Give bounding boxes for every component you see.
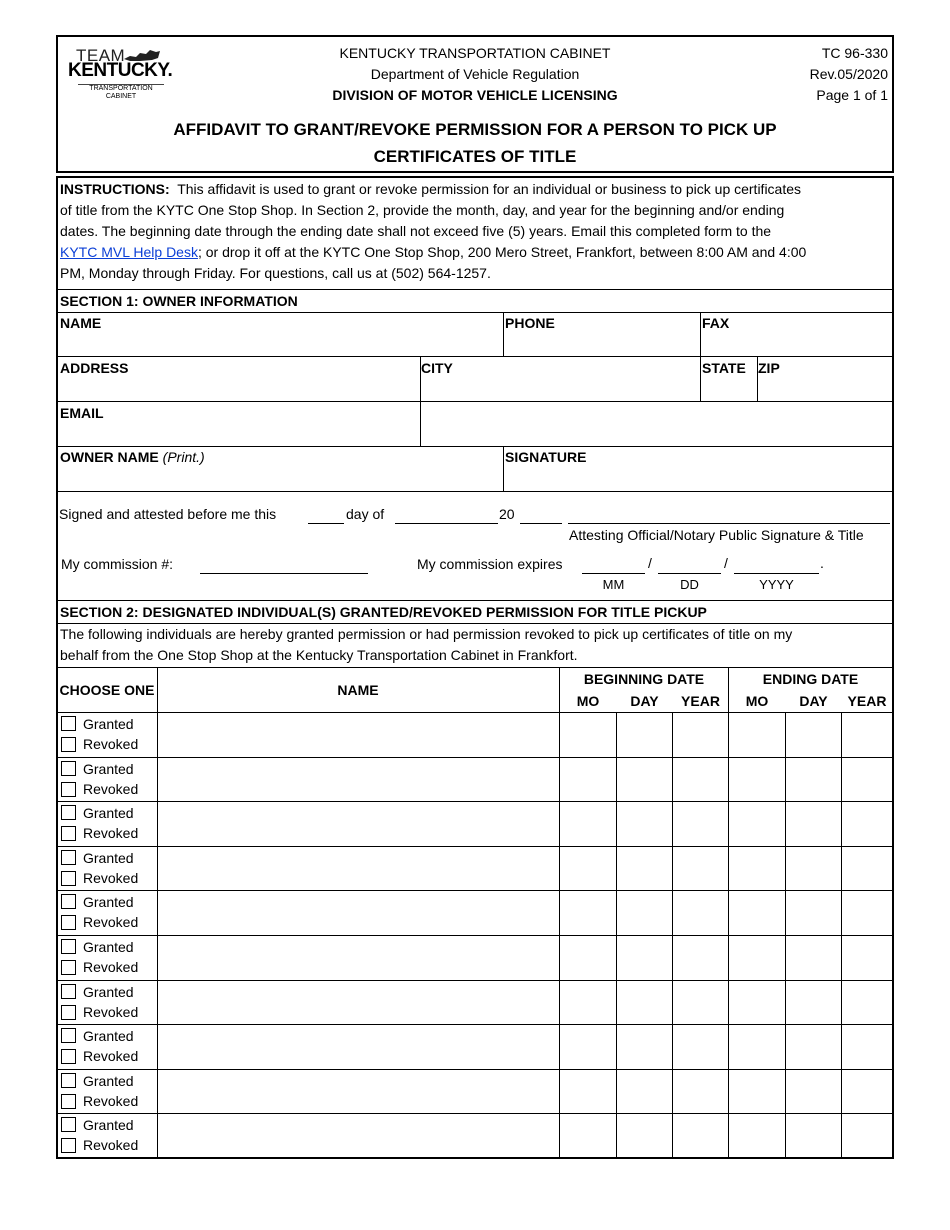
- begin-year-field[interactable]: [673, 1070, 728, 1113]
- city-label: CITY: [421, 360, 453, 376]
- granted-label: Granted: [83, 761, 134, 777]
- begin-mo-field[interactable]: [560, 847, 616, 890]
- begin-day-field[interactable]: [617, 936, 672, 979]
- commission-number-field[interactable]: [200, 573, 368, 574]
- team-kentucky-logo: [66, 44, 176, 104]
- begin-year-field[interactable]: [673, 758, 728, 801]
- begin-mo-field[interactable]: [560, 1114, 616, 1157]
- granted-checkbox[interactable]: [61, 716, 76, 731]
- commission-number-label: My commission #:: [61, 556, 174, 572]
- section1-title: SECTION 1: OWNER INFORMATION: [60, 293, 298, 309]
- begin-year-field[interactable]: [673, 713, 728, 756]
- end-year-field[interactable]: [842, 713, 892, 756]
- end-day-field[interactable]: [786, 936, 841, 979]
- designated-name-field[interactable]: [158, 802, 558, 845]
- col-header-end-year: YEAR: [847, 693, 887, 709]
- instructions-line3: dates. The beginning date through the ending date shall not exceed five (5) years. Email this completed form to the: [60, 223, 772, 239]
- form-revision: Rev.05/2020: [809, 66, 888, 82]
- granted-checkbox[interactable]: [61, 1073, 76, 1088]
- revoked-checkbox[interactable]: [61, 1005, 76, 1020]
- signature-field[interactable]: [504, 447, 892, 490]
- begin-mo-field[interactable]: [560, 936, 616, 979]
- state-label: STATE: [702, 360, 746, 376]
- granted-checkbox[interactable]: [61, 984, 76, 999]
- col-header-begin-year: YEAR: [681, 693, 720, 709]
- attesting-official-signature-line[interactable]: [568, 523, 890, 524]
- logo-kentucky-text: KENTUCKY.: [68, 60, 173, 81]
- designated-name-field[interactable]: [158, 758, 558, 801]
- revoked-label: Revoked: [83, 736, 139, 752]
- begin-year-field[interactable]: [673, 936, 728, 979]
- date-period: .: [820, 555, 824, 571]
- form-title-line1: AFFIDAVIT TO GRANT/REVOKE PERMISSION FOR A PERSON TO PICK UP: [173, 120, 777, 139]
- revoked-checkbox[interactable]: [61, 960, 76, 975]
- zip-label: ZIP: [758, 360, 780, 376]
- divider: [57, 600, 893, 601]
- col-header-ending-date: ENDING DATE: [762, 671, 859, 687]
- designated-name-field[interactable]: [158, 1114, 558, 1157]
- attest-text-3: 20: [499, 506, 515, 522]
- begin-day-field[interactable]: [617, 1114, 672, 1157]
- city-field[interactable]: [421, 357, 699, 400]
- end-mo-field[interactable]: [729, 1070, 785, 1113]
- commission-expires-label: My commission expires: [417, 556, 563, 572]
- department-name: Department of Vehicle Regulation: [370, 66, 580, 82]
- granted-label: Granted: [83, 716, 134, 732]
- begin-day-field[interactable]: [617, 891, 672, 934]
- end-day-field[interactable]: [786, 981, 841, 1024]
- end-year-field[interactable]: [842, 891, 892, 934]
- logo-cabinet-text: CABINET: [105, 93, 137, 100]
- designated-name-field[interactable]: [158, 847, 558, 890]
- col-header-choose-one: CHOOSE ONE: [59, 682, 155, 698]
- begin-day-field[interactable]: [617, 1070, 672, 1113]
- end-year-field[interactable]: [842, 1114, 892, 1157]
- designated-name-field[interactable]: [158, 891, 558, 934]
- begin-day-field[interactable]: [617, 1025, 672, 1068]
- designated-name-field[interactable]: [158, 981, 558, 1024]
- revoked-checkbox[interactable]: [61, 826, 76, 841]
- end-day-field[interactable]: [786, 847, 841, 890]
- owner-print-name-label: OWNER NAME (Print.): [60, 449, 205, 465]
- owner-name-label: NAME: [60, 315, 102, 331]
- begin-year-field[interactable]: [673, 1114, 728, 1157]
- begin-day-field[interactable]: [617, 758, 672, 801]
- end-mo-field[interactable]: [729, 847, 785, 890]
- revoked-label: Revoked: [83, 1093, 139, 1109]
- begin-day-field[interactable]: [617, 713, 672, 756]
- end-day-field[interactable]: [786, 1070, 841, 1113]
- state-field[interactable]: [701, 357, 756, 400]
- granted-label: Granted: [83, 1073, 134, 1089]
- revoked-checkbox[interactable]: [61, 737, 76, 752]
- granted-label: Granted: [83, 850, 134, 866]
- logo-transportation-text: TRANSPORTATION: [89, 85, 153, 92]
- col-header-name: NAME: [337, 682, 379, 698]
- granted-label: Granted: [83, 939, 134, 955]
- granted-label: Granted: [83, 1028, 134, 1044]
- email-label: EMAIL: [60, 405, 104, 421]
- granted-label: Granted: [83, 805, 134, 821]
- granted-label: Granted: [83, 894, 134, 910]
- end-year-field[interactable]: [842, 1070, 892, 1113]
- begin-year-field[interactable]: [673, 847, 728, 890]
- email-field[interactable]: [421, 402, 892, 445]
- phone-label: PHONE: [505, 315, 555, 331]
- attest-text-2: day of: [346, 506, 385, 522]
- revoked-checkbox[interactable]: [61, 915, 76, 930]
- end-mo-field[interactable]: [729, 1114, 785, 1157]
- phone-field[interactable]: [504, 313, 699, 356]
- divider: [57, 623, 893, 624]
- granted-checkbox[interactable]: [61, 1117, 76, 1132]
- fax-field[interactable]: [701, 313, 892, 356]
- date-slash-2: /: [724, 555, 728, 571]
- mm-caption: MM: [602, 577, 625, 592]
- end-day-field[interactable]: [786, 802, 841, 845]
- begin-mo-field[interactable]: [560, 802, 616, 845]
- revoked-label: Revoked: [83, 1048, 139, 1064]
- begin-day-field[interactable]: [617, 981, 672, 1024]
- owner-print-name-field[interactable]: [58, 447, 502, 490]
- begin-year-field[interactable]: [673, 802, 728, 845]
- logo-team-text: TEAM: [76, 46, 126, 65]
- col-header-begin-day: DAY: [630, 693, 659, 709]
- end-day-field[interactable]: [786, 1025, 841, 1068]
- granted-checkbox[interactable]: [61, 761, 76, 776]
- end-year-field[interactable]: [842, 1025, 892, 1068]
- division-name: DIVISION OF MOTOR VEHICLE LICENSING: [332, 87, 618, 103]
- page-number: Page 1 of 1: [816, 87, 888, 103]
- attest-text-1: Signed and attested before me this: [59, 506, 277, 522]
- attest-day-field[interactable]: [308, 523, 344, 524]
- revoked-checkbox[interactable]: [61, 1049, 76, 1064]
- designated-name-field[interactable]: [158, 1070, 558, 1113]
- granted-checkbox[interactable]: [61, 805, 76, 820]
- revoked-label: Revoked: [83, 914, 139, 930]
- begin-mo-field[interactable]: [560, 1025, 616, 1068]
- revoked-label: Revoked: [83, 959, 139, 975]
- attest-year-field[interactable]: [520, 523, 562, 524]
- granted-checkbox[interactable]: [61, 894, 76, 909]
- divider: [57, 667, 893, 668]
- instructions-block: [60, 179, 890, 284]
- section2-title: SECTION 2: DESIGNATED INDIVIDUAL(S) GRANTED/REVOKED PERMISSION FOR TITLE PICKUP: [60, 604, 707, 620]
- owner-name-field[interactable]: [58, 313, 502, 356]
- instructions-line5: PM, Monday through Friday. For questions, call us at (502) 564-1257.: [60, 265, 491, 281]
- zip-field[interactable]: [758, 357, 892, 400]
- end-year-field[interactable]: [842, 981, 892, 1024]
- col-header-end-day: DAY: [799, 693, 828, 709]
- instructions-label: INSTRUCTIONS:: [60, 181, 170, 197]
- end-mo-field[interactable]: [729, 758, 785, 801]
- end-mo-field[interactable]: [729, 1025, 785, 1068]
- instructions-line2: of title from the KYTC One Stop Shop. In Section 2, provide the month, day, and year for the beginning and/or ending: [60, 202, 785, 218]
- revoked-label: Revoked: [83, 1137, 139, 1153]
- revoked-checkbox[interactable]: [61, 871, 76, 886]
- col-header-begin-mo: MO: [576, 693, 600, 709]
- end-mo-field[interactable]: [729, 802, 785, 845]
- commission-expires-mm-field[interactable]: [582, 573, 645, 574]
- commission-expires-yyyy-field[interactable]: [734, 573, 819, 574]
- begin-year-field[interactable]: [673, 981, 728, 1024]
- section2-desc-line1: The following individuals are hereby granted permission or had permission revoked to pick up certificates of title on my: [60, 626, 793, 642]
- fax-label: FAX: [702, 315, 730, 331]
- granted-label: Granted: [83, 984, 134, 1000]
- end-year-field[interactable]: [842, 847, 892, 890]
- designated-name-field[interactable]: [158, 713, 558, 756]
- revoked-label: Revoked: [83, 825, 139, 841]
- col-header-end-mo: MO: [745, 693, 769, 709]
- yyyy-caption: YYYY: [759, 577, 794, 592]
- end-year-field[interactable]: [842, 758, 892, 801]
- divider: [420, 401, 421, 446]
- end-mo-field[interactable]: [729, 713, 785, 756]
- end-mo-field[interactable]: [729, 936, 785, 979]
- end-year-field[interactable]: [842, 802, 892, 845]
- revoked-label: Revoked: [83, 1004, 139, 1020]
- end-day-field[interactable]: [786, 713, 841, 756]
- granted-checkbox[interactable]: [61, 1028, 76, 1043]
- end-mo-field[interactable]: [729, 981, 785, 1024]
- end-day-field[interactable]: [786, 891, 841, 934]
- begin-mo-field[interactable]: [560, 981, 616, 1024]
- begin-mo-field[interactable]: [560, 891, 616, 934]
- dd-caption: DD: [680, 577, 699, 592]
- address-field[interactable]: [58, 357, 419, 400]
- revoked-checkbox[interactable]: [61, 782, 76, 797]
- address-label: ADDRESS: [60, 360, 129, 376]
- granted-checkbox[interactable]: [61, 939, 76, 954]
- granted-checkbox[interactable]: [61, 850, 76, 865]
- begin-mo-field[interactable]: [560, 758, 616, 801]
- form-number: TC 96-330: [821, 45, 888, 61]
- revoked-label: Revoked: [83, 870, 139, 886]
- begin-mo-field[interactable]: [560, 713, 616, 756]
- instructions-line1: This affidavit is used to grant or revoke permission for an individual or business to pick up certificates: [177, 181, 802, 197]
- end-mo-field[interactable]: [729, 891, 785, 934]
- divider: [57, 289, 893, 290]
- begin-year-field[interactable]: [673, 1025, 728, 1068]
- end-day-field[interactable]: [786, 758, 841, 801]
- kytc-mvl-help-desk-link[interactable]: KYTC MVL Help Desk: [60, 244, 198, 260]
- begin-day-field[interactable]: [617, 802, 672, 845]
- begin-mo-field[interactable]: [560, 1070, 616, 1113]
- end-year-field[interactable]: [842, 936, 892, 979]
- attest-month-field[interactable]: [395, 523, 498, 524]
- attesting-official-label: Attesting Official/Notary Public Signature & Title: [569, 527, 864, 543]
- revoked-checkbox[interactable]: [61, 1138, 76, 1153]
- granted-label: Granted: [83, 1117, 134, 1133]
- designated-name-field[interactable]: [158, 1025, 558, 1068]
- col-header-beginning-date: BEGINNING DATE: [583, 671, 705, 687]
- designated-name-field[interactable]: [158, 936, 558, 979]
- form-title-line2: CERTIFICATES OF TITLE: [373, 147, 577, 166]
- date-slash-1: /: [648, 555, 652, 571]
- revoked-label: Revoked: [83, 781, 139, 797]
- begin-day-field[interactable]: [617, 847, 672, 890]
- commission-expires-dd-field[interactable]: [658, 573, 721, 574]
- begin-year-field[interactable]: [673, 891, 728, 934]
- agency-name: KENTUCKY TRANSPORTATION CABINET: [339, 45, 611, 61]
- instructions-line4: ; or drop it off at the KYTC One Stop Shop, 200 Mero Street, Frankfort, between 8:00 AM and 4:00: [197, 244, 807, 260]
- divider: [57, 491, 893, 492]
- revoked-checkbox[interactable]: [61, 1094, 76, 1109]
- end-day-field[interactable]: [786, 1114, 841, 1157]
- section2-desc-line2: behalf from the One Stop Shop at the Kentucky Transportation Cabinet in Frankfort.: [60, 647, 578, 663]
- signature-label: SIGNATURE: [505, 449, 587, 465]
